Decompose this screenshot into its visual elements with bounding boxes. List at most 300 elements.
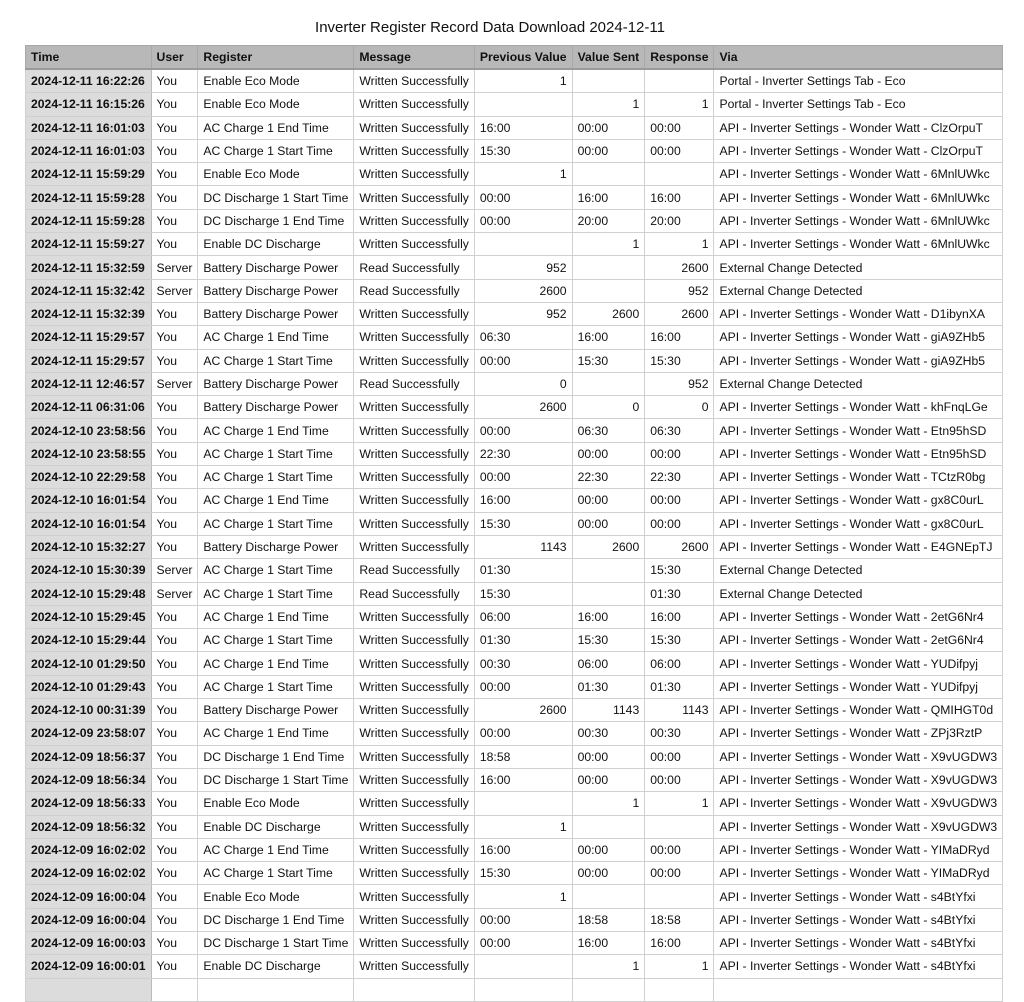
cell-register: AC Charge 1 Start Time	[198, 675, 354, 698]
cell-response: 2600	[645, 302, 714, 325]
cell-register: AC Charge 1 Start Time	[198, 862, 354, 885]
cell-response: 1	[645, 233, 714, 256]
table-row	[26, 233, 1003, 256]
table-row	[26, 815, 1003, 838]
table-row	[26, 605, 1003, 628]
cell-via: API - Inverter Settings - Wonder Watt - gx8C0urL	[714, 489, 1003, 512]
cell-time: 2024-12-10 15:29:45	[26, 605, 152, 628]
cell-message: Written Successfully	[354, 838, 475, 861]
cell-previous-value: 2600	[474, 396, 572, 419]
cell-value-sent	[572, 815, 645, 838]
table-row	[26, 372, 1003, 395]
cell-previous-value: 00:00	[474, 419, 572, 442]
cell-via: API - Inverter Settings - Wonder Watt - s4BtYfxi	[714, 908, 1003, 931]
cell-via: API - Inverter Settings - Wonder Watt - s4BtYfxi	[714, 955, 1003, 978]
cell-previous-value	[474, 792, 572, 815]
cell-value-sent: 00:00	[572, 745, 645, 768]
cell-value-sent: 16:00	[572, 186, 645, 209]
cell-response: 20:00	[645, 209, 714, 232]
cell-response: 15:30	[645, 629, 714, 652]
table-row	[26, 349, 1003, 372]
cell-response: 00:00	[645, 838, 714, 861]
cell-time: 2024-12-11 16:22:26	[26, 69, 152, 93]
cell-user: You	[151, 699, 198, 722]
cell-user: You	[151, 163, 198, 186]
cell-previous-value: 00:00	[474, 209, 572, 232]
cell-value-sent: 06:00	[572, 652, 645, 675]
cell-message: Written Successfully	[354, 908, 475, 931]
cell-register: Enable DC Discharge	[198, 233, 354, 256]
cell-user: You	[151, 722, 198, 745]
cell-value-sent: 15:30	[572, 629, 645, 652]
cell-response: 00:00	[645, 489, 714, 512]
cell-user: You	[151, 838, 198, 861]
cell-register: DC Discharge 1 Start Time	[198, 768, 354, 791]
cell-message: Written Successfully	[354, 722, 475, 745]
cell-via: API - Inverter Settings - Wonder Watt - YUDifpyj	[714, 652, 1003, 675]
cell-via: API - Inverter Settings - Wonder Watt - X9vUGDW3	[714, 792, 1003, 815]
table-row	[26, 535, 1003, 558]
cell-message: Written Successfully	[354, 93, 475, 116]
cell-value-sent: 1	[572, 233, 645, 256]
cell-message: Written Successfully	[354, 302, 475, 325]
cell-via: API - Inverter Settings - Wonder Watt - X9vUGDW3	[714, 768, 1003, 791]
cell-value-sent: 1	[572, 955, 645, 978]
cell-time: 2024-12-09 18:56:32	[26, 815, 152, 838]
table-row	[26, 163, 1003, 186]
empty-cell	[645, 978, 714, 1001]
cell-user: You	[151, 745, 198, 768]
cell-message: Written Successfully	[354, 442, 475, 465]
cell-register: AC Charge 1 Start Time	[198, 466, 354, 489]
cell-register: DC Discharge 1 Start Time	[198, 186, 354, 209]
cell-time: 2024-12-10 22:29:58	[26, 466, 152, 489]
cell-response: 15:30	[645, 349, 714, 372]
empty-cell	[572, 978, 645, 1001]
table-row	[26, 396, 1003, 419]
cell-register: Enable Eco Mode	[198, 69, 354, 93]
table-row	[26, 69, 1003, 93]
cell-time: 2024-12-11 16:01:03	[26, 139, 152, 162]
cell-message: Written Successfully	[354, 885, 475, 908]
cell-register: Enable Eco Mode	[198, 792, 354, 815]
cell-message: Written Successfully	[354, 139, 475, 162]
cell-message: Written Successfully	[354, 326, 475, 349]
cell-response: 01:30	[645, 582, 714, 605]
table-row-partial	[26, 978, 1003, 1001]
cell-response: 18:58	[645, 908, 714, 931]
cell-value-sent: 00:00	[572, 512, 645, 535]
cell-response: 16:00	[645, 186, 714, 209]
cell-register: AC Charge 1 Start Time	[198, 349, 354, 372]
empty-cell	[198, 978, 354, 1001]
cell-message: Written Successfully	[354, 233, 475, 256]
cell-user: You	[151, 139, 198, 162]
cell-user: Server	[151, 256, 198, 279]
cell-previous-value: 952	[474, 302, 572, 325]
cell-via: API - Inverter Settings - Wonder Watt - s4BtYfxi	[714, 931, 1003, 954]
cell-previous-value: 1	[474, 885, 572, 908]
cell-value-sent: 2600	[572, 302, 645, 325]
cell-value-sent: 0	[572, 396, 645, 419]
cell-register: Enable DC Discharge	[198, 955, 354, 978]
cell-message: Written Successfully	[354, 629, 475, 652]
cell-time: 2024-12-10 01:29:43	[26, 675, 152, 698]
cell-value-sent: 22:30	[572, 466, 645, 489]
cell-value-sent	[572, 885, 645, 908]
column-header-time: Time	[26, 46, 152, 70]
table-row	[26, 722, 1003, 745]
cell-user: You	[151, 93, 198, 116]
cell-response: 00:00	[645, 862, 714, 885]
cell-previous-value: 0	[474, 372, 572, 395]
cell-time: 2024-12-11 16:01:03	[26, 116, 152, 139]
cell-message: Written Successfully	[354, 792, 475, 815]
cell-time: 2024-12-09 16:00:04	[26, 908, 152, 931]
cell-response: 22:30	[645, 466, 714, 489]
cell-previous-value: 15:30	[474, 139, 572, 162]
column-header-message: Message	[354, 46, 475, 70]
table-row	[26, 908, 1003, 931]
cell-previous-value: 22:30	[474, 442, 572, 465]
cell-register: AC Charge 1 Start Time	[198, 139, 354, 162]
column-header-register: Register	[198, 46, 354, 70]
cell-response: 06:00	[645, 652, 714, 675]
cell-previous-value: 16:00	[474, 116, 572, 139]
cell-message: Written Successfully	[354, 116, 475, 139]
cell-previous-value: 00:00	[474, 349, 572, 372]
cell-user: You	[151, 862, 198, 885]
cell-message: Written Successfully	[354, 745, 475, 768]
cell-user: You	[151, 535, 198, 558]
cell-response: 00:00	[645, 512, 714, 535]
cell-response: 00:00	[645, 442, 714, 465]
cell-via: API - Inverter Settings - Wonder Watt - D1ibynXA	[714, 302, 1003, 325]
cell-response: 00:00	[645, 139, 714, 162]
cell-user: You	[151, 466, 198, 489]
cell-register: AC Charge 1 Start Time	[198, 559, 354, 582]
cell-register: Battery Discharge Power	[198, 372, 354, 395]
table-row	[26, 582, 1003, 605]
table-row	[26, 93, 1003, 116]
cell-via: API - Inverter Settings - Wonder Watt - E4GNEpTJ	[714, 535, 1003, 558]
cell-previous-value: 15:30	[474, 512, 572, 535]
cell-time: 2024-12-09 18:56:33	[26, 792, 152, 815]
cell-time: 2024-12-09 16:00:04	[26, 885, 152, 908]
cell-message: Written Successfully	[354, 69, 475, 93]
table-row	[26, 559, 1003, 582]
cell-user: You	[151, 233, 198, 256]
cell-previous-value: 16:00	[474, 768, 572, 791]
cell-previous-value	[474, 93, 572, 116]
cell-previous-value: 2600	[474, 279, 572, 302]
empty-cell	[474, 978, 572, 1001]
cell-message: Written Successfully	[354, 768, 475, 791]
cell-previous-value: 00:00	[474, 186, 572, 209]
cell-user: You	[151, 186, 198, 209]
cell-register: Battery Discharge Power	[198, 535, 354, 558]
cell-via: API - Inverter Settings - Wonder Watt - TCtzR0bg	[714, 466, 1003, 489]
cell-previous-value: 18:58	[474, 745, 572, 768]
table-row	[26, 186, 1003, 209]
cell-via: Portal - Inverter Settings Tab - Eco	[714, 69, 1003, 93]
cell-time: 2024-12-09 16:00:03	[26, 931, 152, 954]
cell-value-sent: 18:58	[572, 908, 645, 931]
column-header-response: Response	[645, 46, 714, 70]
cell-user: Server	[151, 279, 198, 302]
cell-user: You	[151, 629, 198, 652]
cell-message: Written Successfully	[354, 862, 475, 885]
cell-via: API - Inverter Settings - Wonder Watt - s4BtYfxi	[714, 885, 1003, 908]
cell-via: API - Inverter Settings - Wonder Watt - 2etG6Nr4	[714, 605, 1003, 628]
cell-via: API - Inverter Settings - Wonder Watt - giA9ZHb5	[714, 326, 1003, 349]
cell-message: Written Successfully	[354, 675, 475, 698]
cell-message: Written Successfully	[354, 466, 475, 489]
cell-register: AC Charge 1 Start Time	[198, 582, 354, 605]
cell-register: AC Charge 1 End Time	[198, 652, 354, 675]
cell-register: DC Discharge 1 End Time	[198, 745, 354, 768]
cell-via: External Change Detected	[714, 559, 1003, 582]
table-row	[26, 489, 1003, 512]
cell-message: Read Successfully	[354, 559, 475, 582]
table-row	[26, 675, 1003, 698]
cell-value-sent: 00:00	[572, 442, 645, 465]
table-row	[26, 326, 1003, 349]
cell-value-sent: 1143	[572, 699, 645, 722]
cell-user: Server	[151, 559, 198, 582]
cell-via: API - Inverter Settings - Wonder Watt - 6MnlUWkc	[714, 163, 1003, 186]
cell-value-sent: 00:00	[572, 838, 645, 861]
cell-response	[645, 815, 714, 838]
cell-via: API - Inverter Settings - Wonder Watt - YIMaDRyd	[714, 838, 1003, 861]
cell-via: API - Inverter Settings - Wonder Watt - ClzOrpuT	[714, 139, 1003, 162]
cell-via: External Change Detected	[714, 256, 1003, 279]
table-row	[26, 116, 1003, 139]
column-header-via: Via	[714, 46, 1003, 70]
cell-value-sent: 06:30	[572, 419, 645, 442]
cell-value-sent	[572, 582, 645, 605]
cell-time: 2024-12-09 16:02:02	[26, 862, 152, 885]
cell-via: External Change Detected	[714, 372, 1003, 395]
cell-response: 2600	[645, 535, 714, 558]
cell-user: You	[151, 931, 198, 954]
cell-time: 2024-12-11 15:59:28	[26, 186, 152, 209]
cell-previous-value: 00:00	[474, 675, 572, 698]
cell-previous-value: 01:30	[474, 629, 572, 652]
cell-value-sent: 01:30	[572, 675, 645, 698]
cell-value-sent	[572, 279, 645, 302]
cell-response: 2600	[645, 256, 714, 279]
cell-response: 1143	[645, 699, 714, 722]
cell-via: API - Inverter Settings - Wonder Watt - ClzOrpuT	[714, 116, 1003, 139]
cell-response: 1	[645, 792, 714, 815]
table-row	[26, 419, 1003, 442]
cell-time: 2024-12-11 15:32:39	[26, 302, 152, 325]
cell-value-sent: 00:00	[572, 768, 645, 791]
cell-value-sent: 15:30	[572, 349, 645, 372]
cell-user: You	[151, 792, 198, 815]
cell-user: You	[151, 326, 198, 349]
cell-register: DC Discharge 1 End Time	[198, 908, 354, 931]
table-row	[26, 768, 1003, 791]
cell-message: Written Successfully	[354, 349, 475, 372]
cell-value-sent: 1	[572, 792, 645, 815]
cell-via: API - Inverter Settings - Wonder Watt - 6MnlUWkc	[714, 209, 1003, 232]
cell-previous-value: 00:30	[474, 652, 572, 675]
cell-previous-value: 1	[474, 163, 572, 186]
cell-message: Written Successfully	[354, 931, 475, 954]
table-row	[26, 862, 1003, 885]
cell-response: 16:00	[645, 931, 714, 954]
cell-via: API - Inverter Settings - Wonder Watt - Etn95hSD	[714, 442, 1003, 465]
table-header-row	[26, 46, 1003, 70]
cell-register: AC Charge 1 Start Time	[198, 512, 354, 535]
cell-message: Written Successfully	[354, 489, 475, 512]
table-row	[26, 466, 1003, 489]
cell-time: 2024-12-09 18:56:34	[26, 768, 152, 791]
cell-via: API - Inverter Settings - Wonder Watt - X9vUGDW3	[714, 815, 1003, 838]
cell-message: Written Successfully	[354, 163, 475, 186]
cell-response: 00:00	[645, 116, 714, 139]
cell-value-sent	[572, 69, 645, 93]
table-row	[26, 931, 1003, 954]
cell-value-sent	[572, 256, 645, 279]
cell-response: 16:00	[645, 605, 714, 628]
cell-time: 2024-12-11 06:31:06	[26, 396, 152, 419]
cell-previous-value: 16:00	[474, 489, 572, 512]
cell-via: External Change Detected	[714, 582, 1003, 605]
table-row	[26, 442, 1003, 465]
cell-time: 2024-12-10 15:30:39	[26, 559, 152, 582]
cell-register: Enable Eco Mode	[198, 93, 354, 116]
cell-time: 2024-12-11 15:59:28	[26, 209, 152, 232]
cell-previous-value: 1143	[474, 535, 572, 558]
table-row	[26, 885, 1003, 908]
cell-time: 2024-12-10 16:01:54	[26, 512, 152, 535]
cell-register: AC Charge 1 End Time	[198, 116, 354, 139]
cell-value-sent: 00:00	[572, 489, 645, 512]
cell-register: Battery Discharge Power	[198, 256, 354, 279]
cell-value-sent: 00:30	[572, 722, 645, 745]
cell-response: 0	[645, 396, 714, 419]
cell-message: Read Successfully	[354, 582, 475, 605]
cell-time: 2024-12-09 18:56:37	[26, 745, 152, 768]
cell-previous-value	[474, 233, 572, 256]
cell-time: 2024-12-11 16:15:26	[26, 93, 152, 116]
cell-register: AC Charge 1 End Time	[198, 605, 354, 628]
cell-via: API - Inverter Settings - Wonder Watt - 6MnlUWkc	[714, 233, 1003, 256]
cell-via: API - Inverter Settings - Wonder Watt - khFnqLGe	[714, 396, 1003, 419]
cell-time: 2024-12-11 15:32:42	[26, 279, 152, 302]
cell-previous-value: 15:30	[474, 582, 572, 605]
cell-via: API - Inverter Settings - Wonder Watt - YUDifpyj	[714, 675, 1003, 698]
cell-previous-value: 15:30	[474, 862, 572, 885]
cell-register: DC Discharge 1 Start Time	[198, 931, 354, 954]
cell-via: API - Inverter Settings - Wonder Watt - ZPj3RztP	[714, 722, 1003, 745]
cell-response: 00:00	[645, 745, 714, 768]
cell-user: You	[151, 209, 198, 232]
cell-user: You	[151, 442, 198, 465]
table-row	[26, 209, 1003, 232]
cell-response	[645, 69, 714, 93]
cell-message: Written Successfully	[354, 419, 475, 442]
table-row	[26, 838, 1003, 861]
table-body	[26, 69, 1003, 1001]
cell-response: 1	[645, 955, 714, 978]
empty-cell	[714, 978, 1003, 1001]
table-row	[26, 652, 1003, 675]
cell-register: AC Charge 1 End Time	[198, 419, 354, 442]
cell-message: Written Successfully	[354, 605, 475, 628]
cell-value-sent: 20:00	[572, 209, 645, 232]
table-row	[26, 256, 1003, 279]
cell-response: 952	[645, 372, 714, 395]
cell-value-sent: 2600	[572, 535, 645, 558]
cell-user: You	[151, 768, 198, 791]
cell-register: Battery Discharge Power	[198, 396, 354, 419]
cell-value-sent: 1	[572, 93, 645, 116]
cell-user: You	[151, 69, 198, 93]
cell-via: API - Inverter Settings - Wonder Watt - 6MnlUWkc	[714, 186, 1003, 209]
column-header-previous-value: Previous Value	[474, 46, 572, 70]
cell-register: Enable DC Discharge	[198, 815, 354, 838]
cell-time: 2024-12-10 01:29:50	[26, 652, 152, 675]
cell-register: AC Charge 1 End Time	[198, 722, 354, 745]
cell-value-sent: 00:00	[572, 139, 645, 162]
cell-response: 15:30	[645, 559, 714, 582]
cell-time: 2024-12-10 15:32:27	[26, 535, 152, 558]
cell-message: Written Successfully	[354, 815, 475, 838]
cell-via: API - Inverter Settings - Wonder Watt - YIMaDRyd	[714, 862, 1003, 885]
cell-previous-value: 1	[474, 815, 572, 838]
cell-time: 2024-12-11 15:29:57	[26, 326, 152, 349]
cell-via: API - Inverter Settings - Wonder Watt - Etn95hSD	[714, 419, 1003, 442]
cell-register: Battery Discharge Power	[198, 699, 354, 722]
cell-previous-value	[474, 955, 572, 978]
cell-via: API - Inverter Settings - Wonder Watt - gx8C0urL	[714, 512, 1003, 535]
cell-value-sent	[572, 163, 645, 186]
cell-user: You	[151, 908, 198, 931]
cell-time: 2024-12-09 16:02:02	[26, 838, 152, 861]
cell-message: Written Successfully	[354, 535, 475, 558]
cell-previous-value: 16:00	[474, 838, 572, 861]
cell-register: Enable Eco Mode	[198, 163, 354, 186]
cell-value-sent: 00:00	[572, 862, 645, 885]
cell-user: You	[151, 349, 198, 372]
cell-value-sent	[572, 372, 645, 395]
cell-user: You	[151, 885, 198, 908]
table-row	[26, 955, 1003, 978]
cell-message: Written Successfully	[354, 186, 475, 209]
cell-response: 00:30	[645, 722, 714, 745]
cell-value-sent	[572, 559, 645, 582]
cell-response: 01:30	[645, 675, 714, 698]
cell-message: Written Successfully	[354, 209, 475, 232]
cell-message: Read Successfully	[354, 256, 475, 279]
table-row	[26, 699, 1003, 722]
cell-via: API - Inverter Settings - Wonder Watt - giA9ZHb5	[714, 349, 1003, 372]
cell-user: You	[151, 116, 198, 139]
table-row	[26, 302, 1003, 325]
cell-response: 952	[645, 279, 714, 302]
cell-register: AC Charge 1 End Time	[198, 326, 354, 349]
cell-value-sent: 16:00	[572, 931, 645, 954]
cell-time: 2024-12-10 16:01:54	[26, 489, 152, 512]
cell-via: API - Inverter Settings - Wonder Watt - QMIHGT0d	[714, 699, 1003, 722]
cell-previous-value: 01:30	[474, 559, 572, 582]
column-header-user: User	[151, 46, 198, 70]
table-row	[26, 745, 1003, 768]
